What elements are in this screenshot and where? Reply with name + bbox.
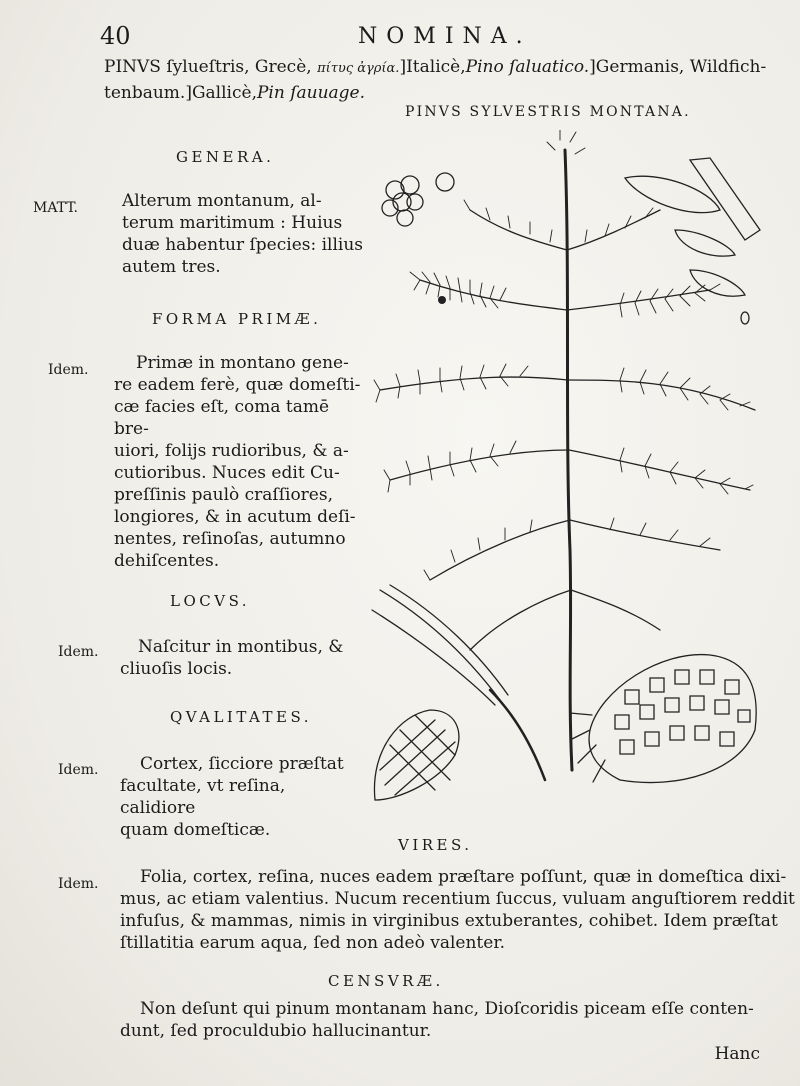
intro-line-2 — [104, 81, 784, 106]
pine-woodcut-illustration — [360, 130, 780, 810]
intro-text: ]Germanis, Wildfich- — [589, 57, 767, 77]
text-line: ſtillatitia earum aqua, ſed non adeò valenter. — [120, 933, 505, 953]
running-head: NOMINA. — [358, 24, 532, 49]
text-line: uiori, folijs rudioribus, & a- — [114, 441, 349, 461]
text-line: infuſus, & mammas, nimis in virginibus extuberantes, cohibet. Idem præſtat — [120, 911, 778, 931]
text-line: autem tres. — [122, 257, 221, 277]
paragraph-forma — [114, 352, 364, 572]
large-cone-icon — [570, 655, 756, 783]
text-line: Non deſunt qui pinum montanam hanc, Dioſcoridis piceam eſſe conten- — [140, 999, 754, 1019]
text-line: preſſinis paulò craſſiores, — [114, 485, 333, 505]
ink-spot — [438, 296, 446, 304]
needle-pair-icon — [372, 585, 545, 780]
paragraph-genera — [122, 190, 362, 278]
text-line: dunt, ſed proculdubio hallucinantur. — [120, 1021, 432, 1041]
paragraph-locus — [120, 636, 365, 680]
text-line: re eadem ferè, quæ domeſti- — [114, 375, 361, 395]
text-line: mus, ac etiam valentius. Nucum recentium ſuccus, vuluam anguſtiorem reddit — [120, 889, 795, 909]
intro-text: PINVS ſylueſtris, Grecè, — [104, 57, 312, 77]
italian-name: Pino ſaluatico. — [465, 57, 590, 77]
french-name: Pin ſauuage. — [256, 83, 366, 103]
page-number: 40 — [100, 22, 131, 50]
section-heading-forma: FORMA PRIMÆ. — [152, 310, 322, 328]
small-cone-icon — [374, 710, 458, 800]
intro-names — [104, 55, 784, 106]
trunk — [565, 150, 572, 770]
margin-note: Idem. — [58, 762, 99, 778]
text-line: Folia, cortex, reſina, nuces eadem præſtare poſſunt, quæ in domeſtica dixi- — [140, 867, 787, 887]
section-heading-locus: LOCVS. — [170, 592, 251, 610]
catchword: Hanc — [714, 1044, 760, 1064]
text-line: terum maritimum : Huius — [122, 213, 343, 233]
text-line: facultate, vt reſina, calidiore — [120, 776, 286, 818]
section-heading-genera: GENERA. — [176, 148, 275, 166]
intro-line-1 — [104, 55, 784, 81]
plate-title: PINVS SYLVESTRIS MONTANA. — [405, 104, 691, 120]
margin-note: Idem. — [58, 876, 99, 892]
margin-note: Idem. — [58, 644, 99, 660]
text-line: longiores, & in acutum deſi- — [114, 507, 356, 527]
paragraph-censura — [120, 998, 790, 1042]
intro-text: tenbaum.]Gallicè, — [104, 83, 257, 103]
greek-name: πίτυς ἀγρία. — [317, 61, 400, 76]
intro-text: ]Italicè, — [399, 57, 466, 77]
paragraph-qualitates — [120, 753, 365, 841]
text-line: nentes, reſinoſas, autumno — [114, 529, 346, 549]
text-line: dehiſcentes. — [114, 551, 220, 571]
text-line: Naſcitur in montibus, & — [138, 637, 344, 657]
text-line: quam domeſticæ. — [120, 820, 271, 840]
margin-note: MATT. — [33, 200, 79, 216]
text-line: Cortex, ſicciore præſtat — [140, 754, 344, 774]
cone-cluster-icon — [382, 173, 454, 226]
section-heading-censura: CENSVRÆ. — [328, 972, 444, 990]
text-line: Primæ in montano gene- — [136, 353, 349, 373]
text-line: cæ facies eſt, coma tamē bre- — [114, 397, 330, 439]
text-line: cutioribus. Nuces edit Cu- — [114, 463, 340, 483]
text-line: cliuoſis locis. — [120, 659, 233, 679]
needle-clusters — [374, 130, 753, 580]
seed-scales-icon — [625, 158, 760, 324]
margin-note: Idem. — [48, 362, 89, 378]
text-line: Alterum montanum, al- — [122, 191, 322, 211]
paragraph-vires — [120, 866, 795, 954]
section-heading-qualitates: QVALITATES. — [170, 708, 312, 726]
text-line: duæ habentur ſpecies: illius — [122, 235, 364, 255]
section-heading-vires: VIRES. — [398, 836, 473, 854]
